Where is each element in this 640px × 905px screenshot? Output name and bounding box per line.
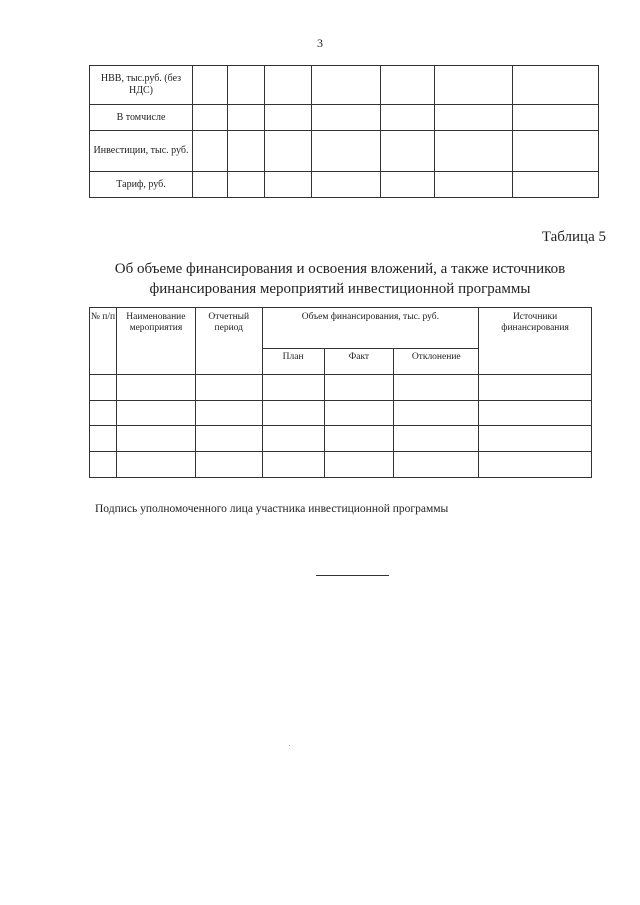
header-deviation: Отклонение (394, 349, 479, 375)
table-row (90, 131, 599, 172)
table-row (90, 172, 599, 198)
top-table (89, 65, 599, 198)
header-fact: Факт (324, 349, 394, 375)
row-label: НВВ, тыс.руб. (без НДС) (90, 66, 193, 105)
header-row (90, 308, 592, 349)
table-title-line: Об объеме финансирования и освоения вложений, а также источников (114, 261, 566, 277)
table-row (90, 66, 599, 105)
table-title-line: финансирования мероприятий инвестиционной программы (149, 281, 531, 297)
signature-line (316, 575, 389, 576)
row-label: Инвестиции, тыс. руб. (90, 131, 193, 172)
table-title (80, 259, 600, 299)
header-num: № п/п (90, 308, 117, 375)
header-volume: Объем финансирования, тыс. руб. (262, 308, 478, 349)
header-sources: Источники финансирования (479, 308, 592, 375)
table-row (90, 401, 592, 426)
table-row (90, 375, 592, 401)
table-caption: Таблица 5 (541, 229, 606, 245)
page-number: 3 (317, 36, 323, 50)
header-period: Отчетный период (195, 308, 262, 375)
header-plan: План (262, 349, 324, 375)
header-name: Наименование мероприятия (116, 308, 195, 375)
scan-speck (289, 745, 290, 746)
table-row (90, 105, 599, 131)
row-label: Тариф, руб. (90, 172, 193, 198)
financing-table (89, 307, 592, 478)
signature-label: Подпись уполномоченного лица участника инвестиционной программы (95, 503, 449, 515)
table-row (90, 426, 592, 452)
table-row (90, 452, 592, 478)
row-label: В томчисле (90, 105, 193, 131)
